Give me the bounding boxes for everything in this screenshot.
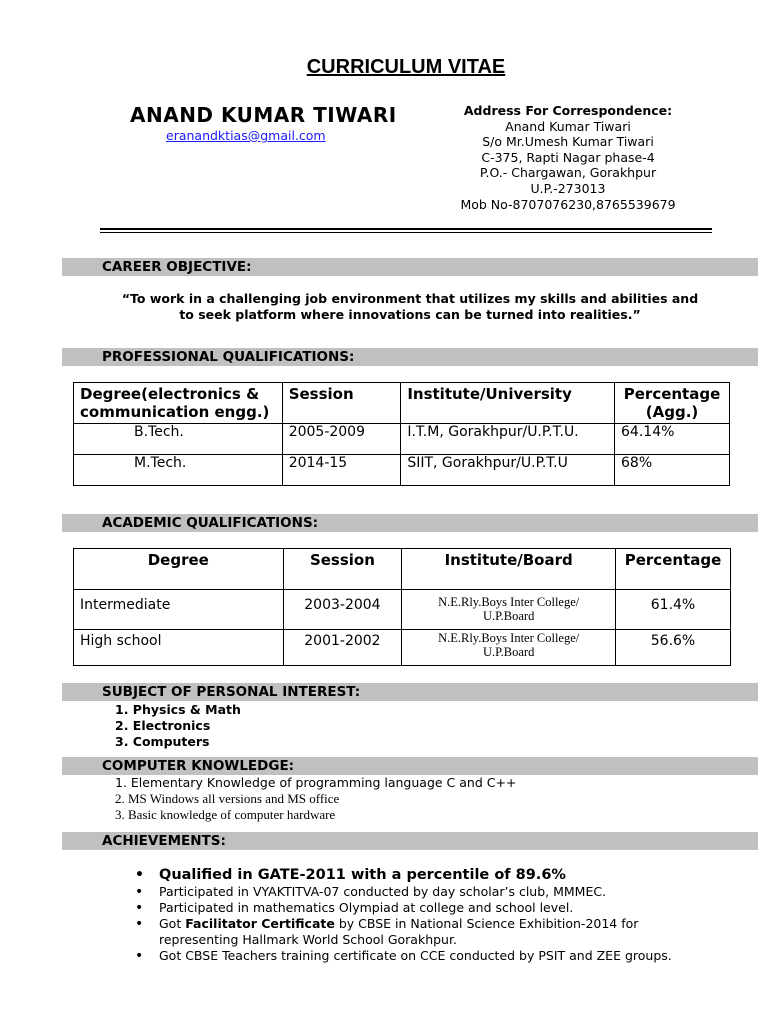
achievements-list bbox=[135, 866, 672, 964]
list-item bbox=[135, 916, 672, 948]
table-cell: Intermediate bbox=[74, 590, 284, 630]
address-line: Anand Kumar Tiwari bbox=[505, 118, 631, 134]
interest-list bbox=[115, 702, 241, 750]
computer-list bbox=[115, 775, 516, 823]
table-cell: 68% bbox=[615, 455, 730, 486]
academic-bar bbox=[62, 514, 758, 532]
column-header: Session bbox=[283, 549, 402, 590]
column-header: Degree bbox=[74, 549, 284, 590]
achievement-text: Got bbox=[159, 916, 186, 931]
table-row bbox=[74, 455, 730, 486]
table-row bbox=[74, 590, 731, 630]
column-header: Institute/University bbox=[401, 383, 615, 424]
header-divider bbox=[100, 228, 712, 230]
list-item: 1. Physics & Math bbox=[115, 702, 241, 717]
list-item: • Got CBSE Teachers training certificate on CCE conducted by PSIT and ZEE groups. bbox=[135, 948, 672, 964]
address-line: P.O.- Chargawan, Gorakhpur bbox=[479, 165, 657, 181]
achievement-text: by CBSE in National Science Exhibition-2014 for bbox=[334, 916, 639, 931]
column-header: Percentage (Agg.) bbox=[615, 383, 730, 424]
address-block bbox=[440, 103, 696, 212]
table-cell: 64.14% bbox=[615, 424, 730, 455]
achievement-text: representing Hallmark World School Gorakhpur. bbox=[159, 932, 457, 947]
list-item: 3. Computers bbox=[115, 734, 210, 749]
academic-table bbox=[73, 548, 731, 666]
board-line: U.P.Board bbox=[482, 609, 535, 623]
column-header: Session bbox=[282, 383, 401, 424]
table-cell bbox=[402, 630, 616, 666]
list-item: 3. Basic knowledge of computer hardware bbox=[115, 807, 336, 822]
address-line: U.P.-273013 bbox=[530, 180, 606, 196]
list-item: 2. MS Windows all versions and MS office bbox=[115, 791, 340, 806]
table-cell: I.T.M, Gorakhpur/U.P.T.U. bbox=[401, 424, 615, 455]
institute-line: N.E.Rly.Boys Inter College/ bbox=[438, 631, 580, 645]
table-row bbox=[74, 424, 730, 455]
address-heading: Address For Correspondence: bbox=[463, 103, 673, 118]
column-header: Percentage bbox=[616, 549, 731, 590]
table-cell: SIIT, Gorakhpur/U.P.T.U bbox=[401, 455, 615, 486]
candidate-name: ANAND KUMAR TIWARI bbox=[130, 103, 397, 127]
header-divider-thin bbox=[100, 232, 712, 233]
professional-heading: PROFESSIONAL QUALIFICATIONS: bbox=[102, 349, 355, 365]
list-item: • Qualified in GATE-2011 with a percentile of 89.6% bbox=[135, 866, 672, 884]
career-objective-text bbox=[60, 291, 760, 323]
table-header-row bbox=[74, 549, 731, 590]
professional-table bbox=[73, 382, 730, 486]
table-cell: 2003-2004 bbox=[283, 590, 402, 630]
objective-line: to seek platform where innovations can be turned into realities.” bbox=[179, 307, 641, 322]
computer-heading: COMPUTER KNOWLEDGE: bbox=[102, 758, 295, 774]
achievement-highlight: Facilitator Certificate bbox=[185, 916, 335, 931]
table-cell: B.Tech. bbox=[74, 424, 283, 455]
list-item: • Participated in VYAKTITVA-07 conducted by day scholar’s club, MMMEC. bbox=[135, 884, 672, 900]
table-cell: 56.6% bbox=[616, 630, 731, 666]
career-objective-bar bbox=[62, 258, 758, 276]
email-link[interactable]: eranandktias@gmail.com bbox=[166, 128, 326, 143]
table-cell: M.Tech. bbox=[74, 455, 283, 486]
column-header: Degree(electronics & communication engg.) bbox=[74, 383, 283, 424]
table-cell bbox=[402, 590, 616, 630]
table-row bbox=[74, 630, 731, 666]
table-cell: 2005-2009 bbox=[282, 424, 401, 455]
board-line: U.P.Board bbox=[482, 645, 535, 659]
address-line: S/o Mr.Umesh Kumar Tiwari bbox=[482, 134, 654, 150]
table-cell: High school bbox=[74, 630, 284, 666]
achievements-bar bbox=[62, 832, 758, 850]
table-cell: 2001-2002 bbox=[283, 630, 402, 666]
column-header: Institute/Board bbox=[402, 549, 616, 590]
objective-line: “To work in a challenging job environment that utilizes my skills and abilities and bbox=[121, 291, 699, 306]
interest-bar bbox=[62, 683, 758, 701]
address-line: C-375, Rapti Nagar phase-4 bbox=[481, 149, 655, 165]
interest-heading: SUBJECT OF PERSONAL INTEREST: bbox=[102, 684, 361, 700]
list-item: • Participated in mathematics Olympiad at college and school level. bbox=[135, 900, 672, 916]
computer-bar bbox=[62, 757, 758, 775]
table-cell: 2014-15 bbox=[282, 455, 401, 486]
career-objective-heading: CAREER OBJECTIVE: bbox=[102, 259, 252, 275]
document-title: CURRICULUM VITAE bbox=[306, 56, 506, 78]
list-item: 1. Elementary Knowledge of programming language C and C++ bbox=[115, 775, 517, 790]
phone-line: Mob No-8707076230,8765539679 bbox=[460, 196, 676, 212]
academic-heading: ACADEMIC QUALIFICATIONS: bbox=[102, 515, 319, 531]
professional-bar bbox=[62, 348, 758, 366]
table-cell: 61.4% bbox=[616, 590, 731, 630]
institute-line: N.E.Rly.Boys Inter College/ bbox=[438, 595, 580, 609]
table-header-row bbox=[74, 383, 730, 424]
achievements-heading: ACHIEVEMENTS: bbox=[102, 833, 226, 849]
list-item: 2. Electronics bbox=[115, 718, 211, 733]
